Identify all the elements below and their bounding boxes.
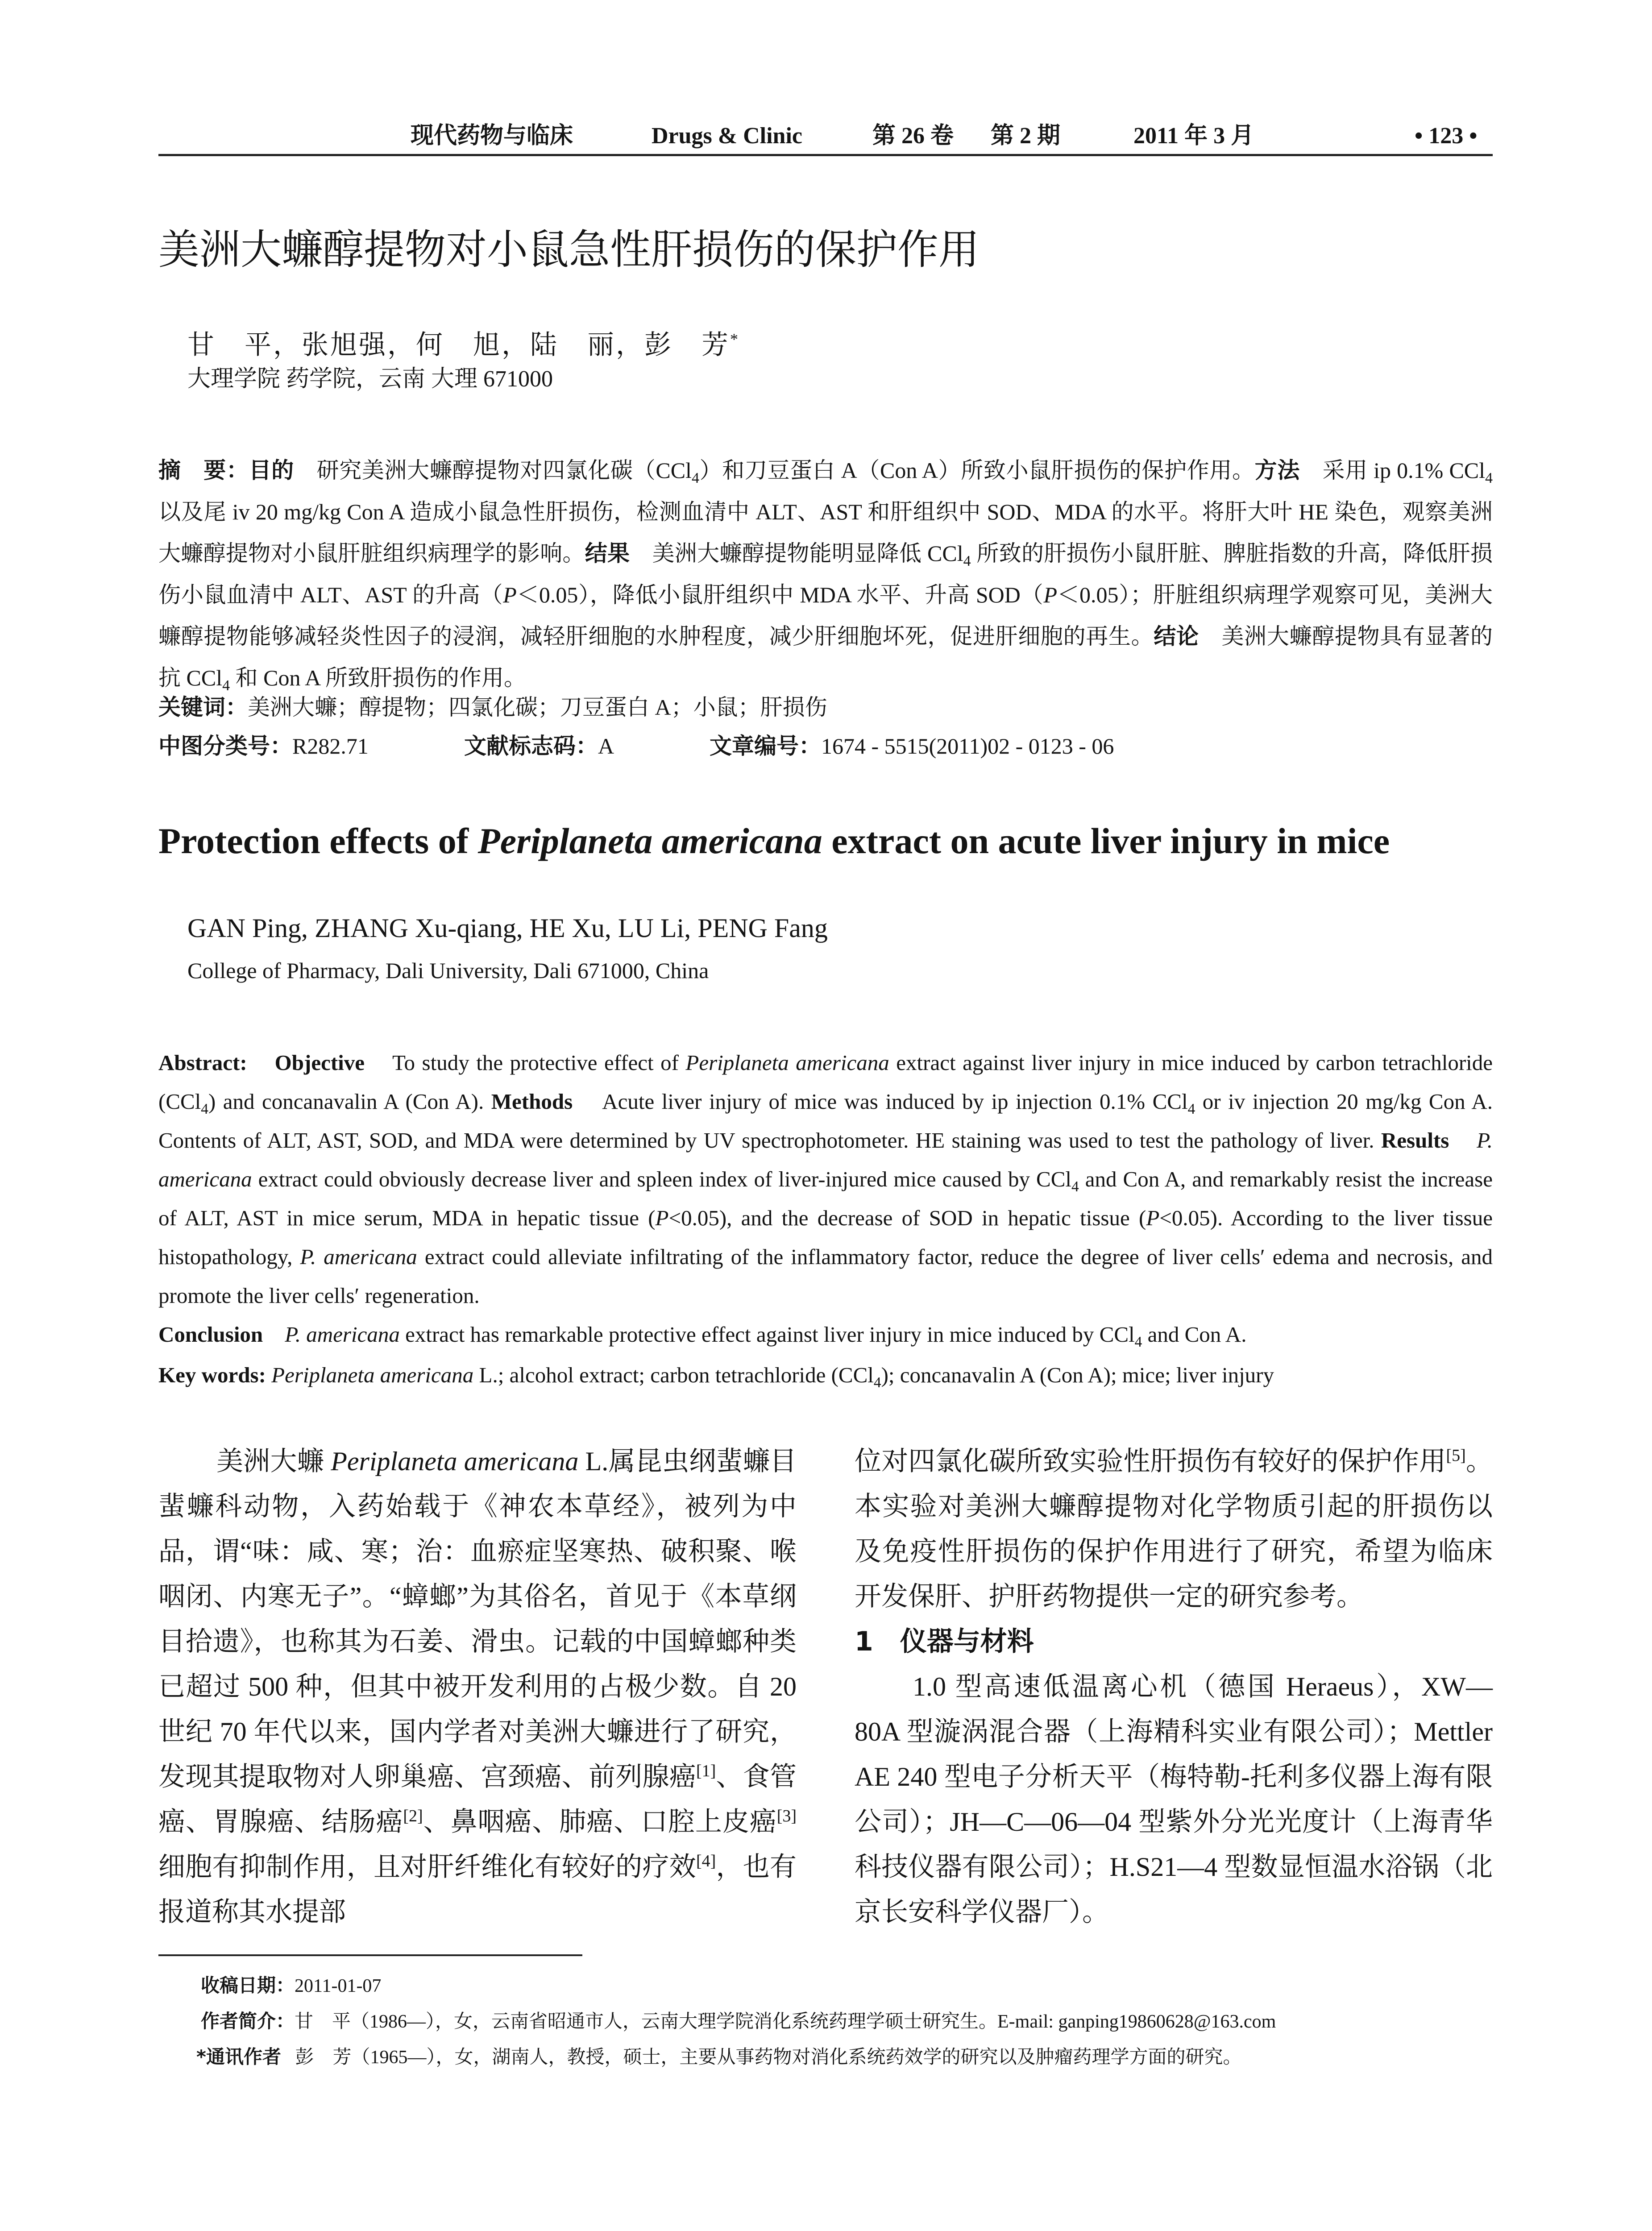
keywords-en-text-cont: ); concanavalin A (Con A); mice; liver injury	[881, 1363, 1274, 1387]
document-code	[464, 728, 614, 764]
objective-en-cont: extract against liver injury in mice induced by carbon tetrachloride (CCl	[158, 1050, 1493, 1114]
subscript: 4	[1071, 1178, 1079, 1195]
results-label-cn: 结果	[585, 540, 630, 566]
conclusion-label-en: Conclusion	[158, 1322, 263, 1347]
keywords-en	[158, 1356, 1493, 1394]
materials-paragraph: 1.0 型高速低温离心机（德国 Heraeus），XW—80A 型漩涡混合器（上海精科实业有限公司）；Mettler AE 240 型电子分析天平（梅特勒-托利多仪器上海有限公司）；JH—C—06—04 型紫外分光光度计（上海青华科技仪器有限公司）；H.S21—4 型数显恒温水浴锅（北京长安科学仪器厂）。	[855, 1672, 1493, 1927]
results-en-cont2: <0.05), and the decrease of SOD in hepatic tissue (	[668, 1206, 1146, 1230]
subscript: 4	[201, 1100, 208, 1117]
results-en: extract could obviously decrease liver and spleen index of liver-injured mice caused by CCl	[252, 1167, 1072, 1191]
article-label: 文章编号：	[710, 733, 821, 759]
intro-paragraph	[158, 1439, 797, 1935]
p-value-symbol: P	[1043, 582, 1057, 607]
clc-number	[158, 728, 369, 764]
methods-en-cont: or iv injection 20 mg/kg Con A. Contents of ALT, AST, SOD, and MDA were determined by UV spectrophotometer. HE staining was used to test the pathology of liver.	[158, 1089, 1493, 1153]
title-cn: 美洲大蠊醇提物对小鼠急性肝损伤的保护作用	[158, 226, 980, 274]
citation-3[interactable]: [3]	[776, 1807, 797, 1825]
species-name: P. americana	[285, 1322, 400, 1347]
results-en-cont3: <0.05). According to the liver tissue histopathology,	[158, 1206, 1493, 1269]
results-cn-cont2: ＜0.05），降低小鼠肝组织中 MDA 水平、升高 SOD（	[516, 582, 1044, 607]
title-en-part: Protection effects of	[158, 821, 478, 861]
species-name: Periplaneta americana	[271, 1363, 474, 1387]
header-rule	[158, 154, 1493, 156]
objective-en: To study the protective effect of	[392, 1050, 686, 1075]
conclusion-cn-cont: 和 Con A 所致肝损伤的作用。	[230, 665, 527, 690]
p-value-symbol: P	[1146, 1206, 1160, 1230]
subscript: 4	[873, 1374, 881, 1391]
methods-cn-cont: 以及尾 iv 20 mg/kg Con A 造成小鼠急性肝损伤，检测血清中 ALT、AST 和肝组织中 SOD、MDA 的水平。将肝大叶 HE 染色，观察美洲大蠊醇提物对小鼠肝脏组织病理学的影响。	[158, 499, 1493, 566]
results-cn-cont3: ＜0.05）；肝脏组织病理学观察可见，美洲大蠊醇提物能够减轻炎性因子的浸润，减轻肝细胞的水肿程度，减少肝细胞坏死，促进肝细胞的再生。	[158, 582, 1493, 649]
objective-label-en: Objective	[274, 1050, 365, 1075]
objective-cn: 研究美洲大蠊醇提物对四氯化碳（CCl	[316, 458, 692, 483]
footnote-corresponding	[196, 2044, 1241, 2071]
objective-en-cont2: ) and concanavalin A (Con A).	[208, 1089, 484, 1114]
footnote-author	[201, 2008, 1276, 2035]
intro-text-cont: 细胞有抑制作用，且对肝纤维化有较好的疗效	[158, 1852, 696, 1882]
clc-value: R282.71	[292, 734, 369, 759]
intro-text-cont: 、鼻咽癌、肺癌、口腔上皮癌	[423, 1807, 777, 1837]
subscript: 4	[1134, 1333, 1142, 1350]
author-bio: 甘 平（1986—），女，云南省昭通市人，云南大理学院消化系统药理学硕士研究生。E-mail: ganping19860628@163.com	[295, 2011, 1276, 2032]
keywords-en-text: L.; alcohol extract; carbon tetrachloride (CCl	[473, 1363, 874, 1387]
journal-name-en: Drugs & Clinic	[652, 123, 802, 149]
p-value-symbol: P	[503, 582, 517, 607]
subscript: 4	[963, 553, 971, 569]
page-number: • 123 •	[1415, 123, 1478, 149]
issue: 第 2 期	[991, 123, 1061, 149]
title-en-species: Periplaneta americana	[477, 821, 822, 861]
journal-name-cn: 现代药物与临床	[411, 123, 573, 149]
keywords-cn-label: 关键词：	[158, 694, 248, 720]
body-column-left	[158, 1439, 797, 1935]
conclusion-cn: 美洲大蠊醇提物具有显著的抗 CCl	[158, 624, 1493, 690]
methods-en: Acute liver injury of mice was induced by ip injection 0.1% CCl	[602, 1089, 1188, 1114]
footnote-received	[201, 1972, 381, 1999]
received-label: 收稿日期：	[201, 1974, 295, 1996]
subscript: 4	[222, 677, 230, 694]
affiliation-cn: 大理学院 药学院，云南 大理 671000	[187, 366, 553, 392]
author-bio-label: 作者简介：	[201, 2010, 295, 2032]
keywords-cn	[158, 689, 827, 725]
abstract-en-label: Abstract:	[158, 1050, 247, 1075]
species-name: P. americana	[158, 1128, 1493, 1191]
subscript: 4	[1485, 470, 1493, 486]
subscript: 4	[1187, 1100, 1195, 1117]
subscript: 4	[691, 470, 699, 486]
citation-4[interactable]: [4]	[696, 1852, 716, 1870]
keywords-cn-text: 美洲大蠊；醇提物；四氯化碳；刀豆蛋白 A；小鼠；肝损伤	[248, 695, 827, 720]
methods-cn: 采用 ip 0.1% CCl	[1322, 458, 1486, 483]
intro-paragraph-cont	[855, 1439, 1493, 1619]
species-name: P. americana	[300, 1244, 417, 1269]
methods-label-cn: 方法	[1254, 457, 1300, 483]
intro-text: 美洲大蠊	[216, 1447, 331, 1476]
results-cn: 美洲大蠊醇提物能明显降低 CCl	[652, 541, 963, 566]
section-heading: 1 仪器与材料	[855, 1626, 1034, 1657]
affiliation-en: College of Pharmacy, Dali University, Dali 671000, China	[187, 958, 709, 983]
p-value-symbol: P	[655, 1206, 669, 1230]
footnote-rule	[158, 1954, 582, 1956]
citation-1[interactable]: [1]	[696, 1762, 716, 1780]
body-column-right	[855, 1439, 1493, 1935]
species-name: Periplaneta americana	[685, 1050, 889, 1075]
intro-text-cont: L.属昆虫纲蜚蠊目蜚蠊科动物，入药始载于《神农本草经》，被列为中品，谓“味：咸、寒；治：血瘀症坚寒热、破积聚、喉咽闭、内寒无子”。“蟑螂”为其俗名，首见于《本草纲目拾遗》，也称其为石姜、滑虫。记载的中国蟑螂种类已超过 500 种，但其中被开发利用的占极少数。自 20 世纪 70 年代以来，国内学者对美洲大蠊进行了研究，发现其提取物对人卵巢癌、宫颈癌、前列腺癌	[158, 1447, 797, 1791]
title-en-part: extract on acute liver injury in mice	[822, 821, 1390, 861]
title-en	[158, 817, 1390, 866]
doc-value: A	[598, 734, 614, 759]
authors-cn-text: 甘 平，张旭强，何 旭，陆 丽，彭 芳	[187, 330, 730, 360]
results-en-cont: and Con A, and remarkably resist the increase of ALT, AST in mice serum, MDA in hepatic tissue (	[158, 1167, 1493, 1230]
article-number	[710, 728, 1114, 764]
intro-text-cont: ，也有报道称其水提部	[158, 1852, 797, 1927]
abstract-en	[158, 1043, 1493, 1354]
doc-label: 文献标志码：	[464, 733, 598, 759]
authors-cn	[187, 321, 740, 363]
clc-label: 中图分类号：	[158, 733, 292, 759]
results-en-cont4: extract could alleviate infiltrating of the inflammatory factor, reduce the degree of liver cells′ edema and necrosis, and promote the liver cells′ regeneration.	[158, 1244, 1493, 1308]
methods-label-en: Methods	[491, 1089, 573, 1114]
article-value: 1674 - 5515(2011)02 - 0123 - 06	[821, 734, 1114, 759]
authors-en: GAN Ping, ZHANG Xu-qiang, HE Xu, LU Li, PENG Fang	[187, 913, 828, 943]
conclusion-label-cn: 结论	[1154, 623, 1199, 649]
intro-text-cont: 。本实验对美洲大蠊醇提物对化学物质引起的肝损伤以及免疫性肝损伤的保护作用进行了研究，希望为临床开发保肝、护肝药物提供一定的研究参考。	[855, 1447, 1493, 1611]
results-cn-cont: 所致的肝损伤小鼠肝脏、脾脏指数的升高，降低肝损伤小鼠血清中 ALT、AST 的升高（	[158, 541, 1493, 607]
citation-5[interactable]: [5]	[1446, 1446, 1466, 1465]
received-date: 2011-01-07	[295, 1976, 382, 1996]
objective-label-cn: 目的	[249, 457, 294, 483]
keywords-en-label: Key words:	[158, 1363, 266, 1387]
intro-text-cont: 、食管癌、胃腺癌、结肠癌	[158, 1762, 797, 1837]
abstract-cn	[158, 450, 1493, 699]
conclusion-en: extract has remarkable protective effect against liver injury in mice induced by CCl	[399, 1322, 1135, 1347]
corresponding-bio: 彭 芳（1965—），女，湖南人，教授，硕士，主要从事药物对消化系统药效学的研究以及肿瘤药理学方面的研究。	[295, 2047, 1242, 2068]
issue-date: 2011 年 3 月	[1133, 123, 1254, 149]
corresponding-mark: *	[730, 330, 740, 348]
results-label-en: Results	[1381, 1128, 1449, 1153]
objective-cn-cont: ）和刀豆蛋白 A（Con A）所致小鼠肝损伤的保护作用。	[699, 458, 1255, 483]
corresponding-label: *通讯作者	[196, 2046, 281, 2068]
abstract-cn-label: 摘 要：	[158, 457, 249, 483]
citation-2[interactable]: [2]	[403, 1807, 423, 1825]
species-name: Periplaneta americana	[331, 1447, 579, 1476]
volume: 第 26 卷	[872, 123, 954, 149]
intro-text: 位对四氯化碳所致实验性肝损伤有较好的保护作用	[855, 1447, 1446, 1476]
conclusion-en-cont: and Con A.	[1142, 1322, 1247, 1347]
